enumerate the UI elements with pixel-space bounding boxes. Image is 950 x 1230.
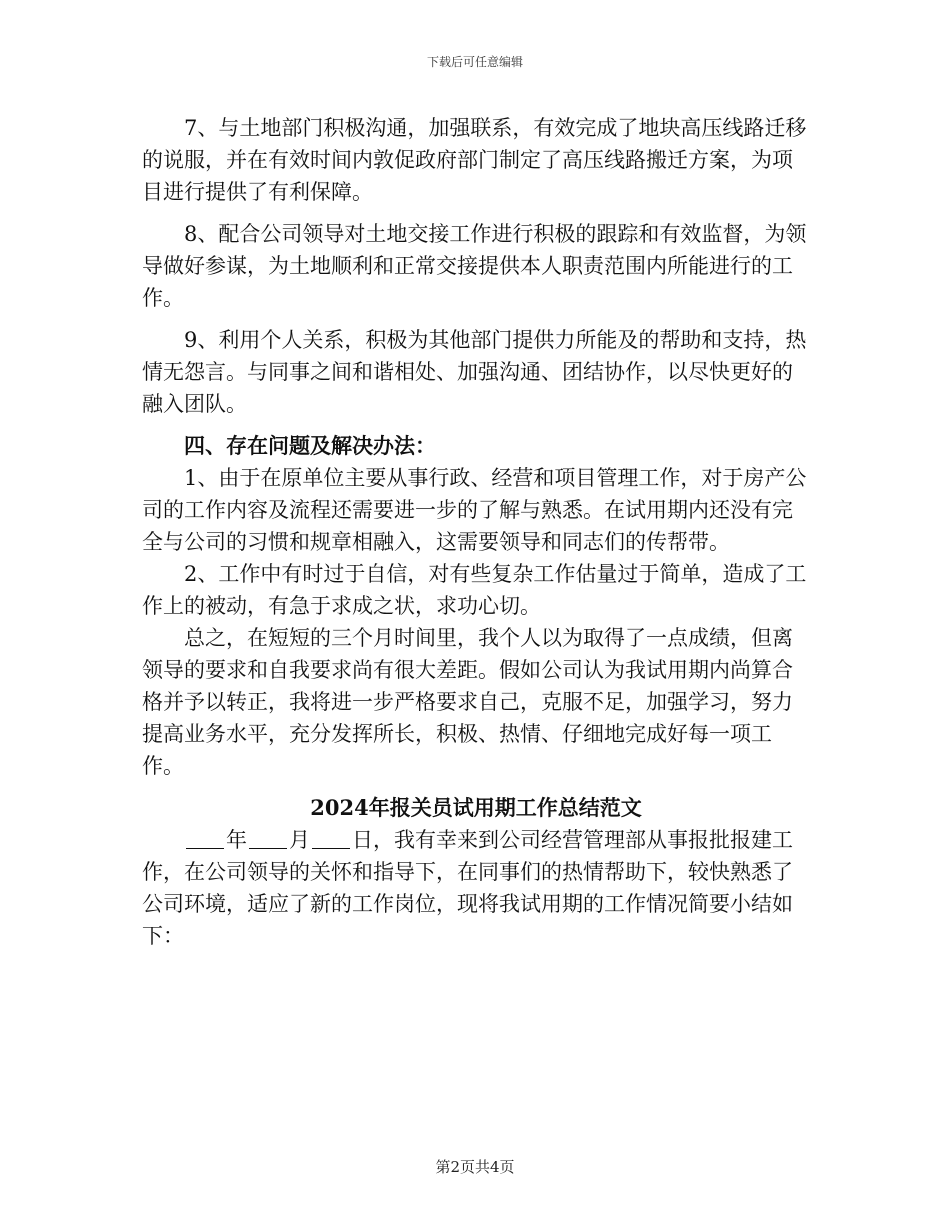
paragraph-item-7: 7、与土地部门积极沟通，加强联系，有效完成了地块高压线路迁移的说服，并在有效时间内敦促政府部门制定了高压线路搬迁方案，为项目进行提供了有利保障。 [142,116,807,204]
page-header: 下载后可任意编辑 [426,55,523,69]
intro-text: 日，我有幸来到公司经营管理部从事报批报建工作，在公司领导的关怀和指导下，在同事们的热情帮助下，较快熟悉了公司环境，适应了新的工作岗位，现将我试用期的工作情况简要小结如下： [142,828,793,948]
page-footer: 第2页共4页 [435,1158,515,1176]
paragraph-item-8: 8、配合公司领导对土地交接工作进行积极的跟踪和有效监督，为领导做好参谋，为土地顺利和正常交接提供本人职责范围内所能进行的工作。 [142,222,807,310]
section-heading-issues: 四、存在问题及解决办法： [184,433,436,458]
paragraph-issue-2: 2、工作中有时过于自信，对有些复杂工作估量过于简单，造成了工作上的被动，有急于求成之状，求功心切。 [142,562,807,618]
paragraph-issue-1: 1、由于在原单位主要从事行政、经营和项目管理工作，对于房产公司的工作内容及流程还需要进一步的了解与熟悉。在试用期内还没有完全与公司的习惯和规章相融入，这需要领导和同志们的传帮带。 [142,466,807,554]
date-blank-year [186,828,224,849]
paragraph-summary: 总之，在短短的三个月时间里，我个人以为取得了一点成绩，但离领导的要求和自我要求尚有很大差距。假如公司认为我试用期内尚算合格并予以转正，我将进一步严格要求自己，克服不足，加强学习，努力提高业务水平，充分发挥所长，积极、热情、仔细地完成好每一项工作。 [142,626,793,778]
paragraph-item-9: 9、利用个人关系，积极为其他部门提供力所能及的帮助和支持，热情无怨言。与同事之间和谐相处、加强沟通、团结协作，以尽快更好的融入团队。 [142,328,807,416]
document-body [142,112,810,952]
date-blank-day [312,828,350,849]
document-title: 2024年报关员试用期工作总结范文 [310,795,642,820]
date-blank-month [249,828,287,849]
year-label: 年 [226,828,247,852]
month-label: 月 [289,828,310,852]
paragraph-intro [142,824,810,952]
